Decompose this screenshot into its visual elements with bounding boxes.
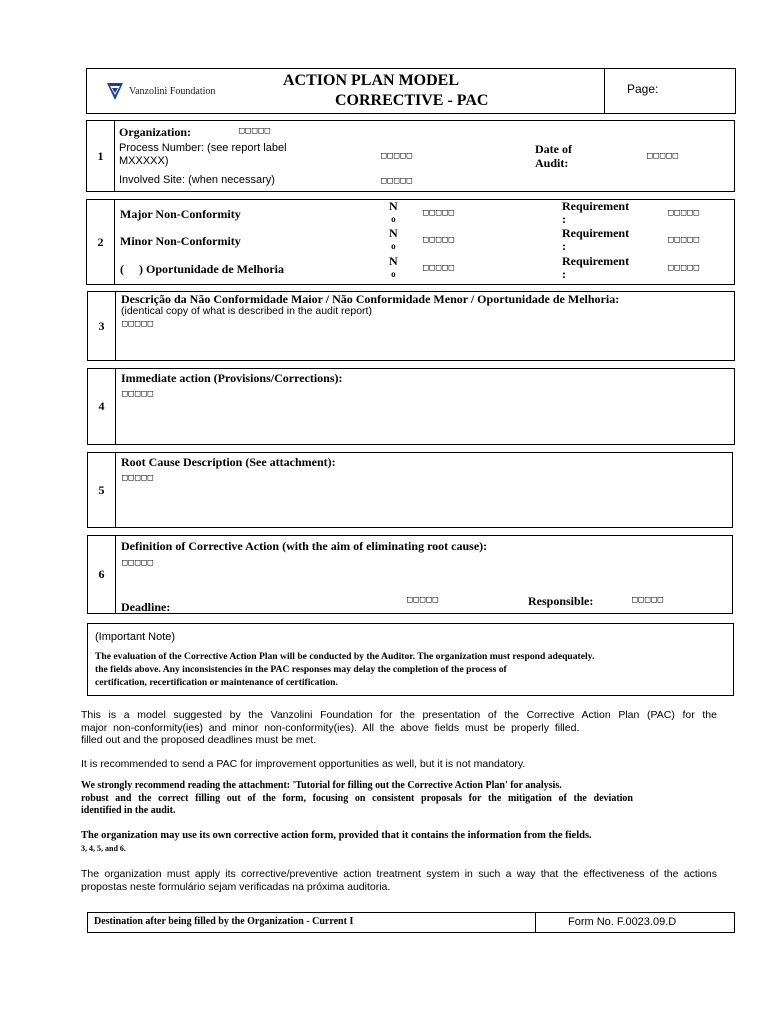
destination-cell: Destination after being filled by the Organization - Current I (94, 916, 354, 927)
page-label: Page: (627, 82, 659, 96)
req-label-colon: : (562, 267, 566, 281)
no-label-n: N (389, 254, 398, 268)
improvement-no-label (389, 255, 398, 280)
date-of-audit-field[interactable]: □□□□□ (647, 151, 680, 161)
req-label-text: Requirement (562, 254, 630, 268)
organization-field[interactable]: □□□□□ (239, 126, 272, 136)
paragraph-3-line-1: We strongly recommend reading the attachment: 'Tutorial for filling out the Corrective Action Plan' for analysis. (81, 780, 562, 791)
section-2-number: 2 (87, 200, 115, 284)
no-label-o: o (391, 241, 396, 251)
section-6-title: Definition of Corrective Action (with the aim of eliminating root cause): (121, 539, 488, 553)
responsible-field[interactable]: □□□□□ (632, 595, 665, 605)
improvement-number-field[interactable]: □□□□□ (423, 263, 456, 273)
req-label-colon: : (562, 239, 566, 253)
section-1-number: 1 (87, 121, 115, 191)
note-line-2: the fields above. Any inconsistencies in the PAC responses may delay the completion of the process of (95, 664, 507, 675)
section-4-title: Immediate action (Provisions/Corrections): (121, 371, 343, 385)
section-3-number: 3 (88, 292, 116, 360)
section-6-number: 6 (88, 536, 116, 613)
paragraph-1 (81, 709, 717, 747)
section-5-number: 5 (88, 453, 116, 527)
section-5-field[interactable]: □□□□□ (122, 473, 155, 483)
important-note (87, 623, 734, 696)
process-label-line-1: Process Number: (see report label (119, 142, 287, 154)
section-2 (86, 199, 735, 285)
minor-nc-number-field[interactable]: □□□□□ (423, 235, 456, 245)
process-label (119, 142, 287, 168)
date-of-audit-label (535, 142, 572, 170)
minor-nc-req-field[interactable]: □□□□□ (668, 235, 701, 245)
minor-nc-label: Minor Non-Conformity (120, 234, 241, 248)
deadline-label: Deadline: (121, 600, 171, 614)
section-6-field[interactable]: □□□□□ (122, 558, 155, 568)
header-box (86, 68, 736, 114)
note-line-1: The evaluation of the Corrective Action Plan will be conducted by the Auditor. The organization must respond adequately. (95, 651, 595, 662)
paragraph-5-line-2: propostas neste formulário sejam verificadas na próxima auditoria. (81, 880, 391, 893)
note-title: (Important Note) (95, 631, 176, 643)
improvement-opportunity-label: ( ) Oportunidade de Melhoria (120, 262, 284, 276)
footer-table (87, 912, 735, 933)
no-label-n: N (389, 226, 398, 240)
paragraph-4 (81, 830, 717, 855)
responsible-label: Responsible: (528, 594, 594, 608)
paragraph-1-line-2: major non-conformity(ies) and minor non-conformity(ies). All the above fields must be properly filled. (81, 721, 580, 734)
improvement-req-field[interactable]: □□□□□ (668, 263, 701, 273)
major-nc-req-field[interactable]: □□□□□ (668, 208, 701, 218)
page-cell (604, 69, 605, 113)
title-line-1: ACTION PLAN MODEL (283, 72, 460, 89)
form-number: Form No. F.0023.09.D (568, 916, 677, 928)
section-4-number: 4 (88, 369, 116, 444)
paragraph-4-line-1: The organization may use its own corrective action form, provided that it contains the information from the fields. (81, 830, 592, 841)
section-3-title: Descrição da Não Conformidade Maior / Não Conformidade Menor / Oportunidade de Melhoria: (121, 292, 620, 306)
section-1 (86, 120, 735, 192)
section-5 (87, 452, 733, 528)
logo-text: Vanzolini Foundation (129, 85, 216, 97)
logo (105, 76, 215, 106)
section-4 (87, 368, 735, 445)
section-3-subtitle: (identical copy of what is described in the audit report) (121, 305, 372, 317)
note-text (95, 650, 594, 689)
title-line-2: CORRECTIVE - PAC (335, 92, 489, 109)
date-label-line-2: Audit: (535, 156, 569, 170)
major-nc-label: Major Non-Conformity (120, 207, 241, 221)
paragraph-1-line-3: filled out and the proposed deadlines must be met. (81, 734, 317, 746)
process-label-line-2: MXXXXX) (119, 155, 169, 167)
major-nc-req-label (562, 200, 629, 226)
minor-nc-req-label (562, 227, 629, 253)
no-label-o: o (391, 214, 396, 224)
section-5-title: Root Cause Description (See attachment): (121, 455, 336, 469)
process-number-field[interactable]: □□□□□ (381, 151, 414, 161)
paragraph-1-line-1: This is a model suggested by the Vanzolini Foundation for the presentation of the Corrective Action Plan (PAC) for the (81, 709, 717, 721)
deadline-field[interactable]: □□□□□ (407, 595, 440, 605)
paragraph-4-line-2: 3, 4, 5, and 6. (81, 843, 126, 853)
paragraph-2: It is recommended to send a PAC for improvement opportunities as well, but it is not mandatory. (81, 758, 526, 770)
organization-label: Organization: (119, 125, 191, 139)
no-label-n: N (389, 199, 398, 213)
no-label-o: o (391, 269, 396, 279)
note-line-3: certification, recertification or maintenance of certification. (95, 677, 338, 688)
date-label-line-1: Date of (535, 142, 572, 156)
vanzolini-logo-icon (105, 80, 125, 102)
improvement-req-label (562, 255, 629, 281)
footer-divider (535, 913, 536, 932)
section-3-field[interactable]: □□□□□ (122, 319, 155, 329)
paragraph-5 (81, 868, 717, 893)
paragraph-5-line-1: The organization must apply its corrective/preventive action treatment system in such a way that the effectiveness of the actions (81, 868, 717, 880)
section-6 (87, 535, 733, 614)
section-4-field[interactable]: □□□□□ (122, 389, 155, 399)
major-nc-number-field[interactable]: □□□□□ (423, 208, 456, 218)
minor-nc-no-label (389, 227, 398, 252)
req-label-text: Requirement (562, 199, 630, 213)
paragraph-3 (81, 780, 633, 818)
req-label-colon: : (562, 212, 566, 226)
paragraph-3-line-3: identified in the audit. (81, 805, 176, 816)
section-3 (87, 291, 735, 361)
req-label-text: Requirement (562, 226, 630, 240)
major-nc-no-label (389, 200, 398, 225)
involved-site-field[interactable]: □□□□□ (381, 176, 414, 186)
paragraph-3-line-2: robust and the correct filling out of the form, focusing on consistent proposals for the mitigation of the deviation (81, 792, 633, 804)
involved-site-label: Involved Site: (when necessary) (119, 174, 275, 186)
